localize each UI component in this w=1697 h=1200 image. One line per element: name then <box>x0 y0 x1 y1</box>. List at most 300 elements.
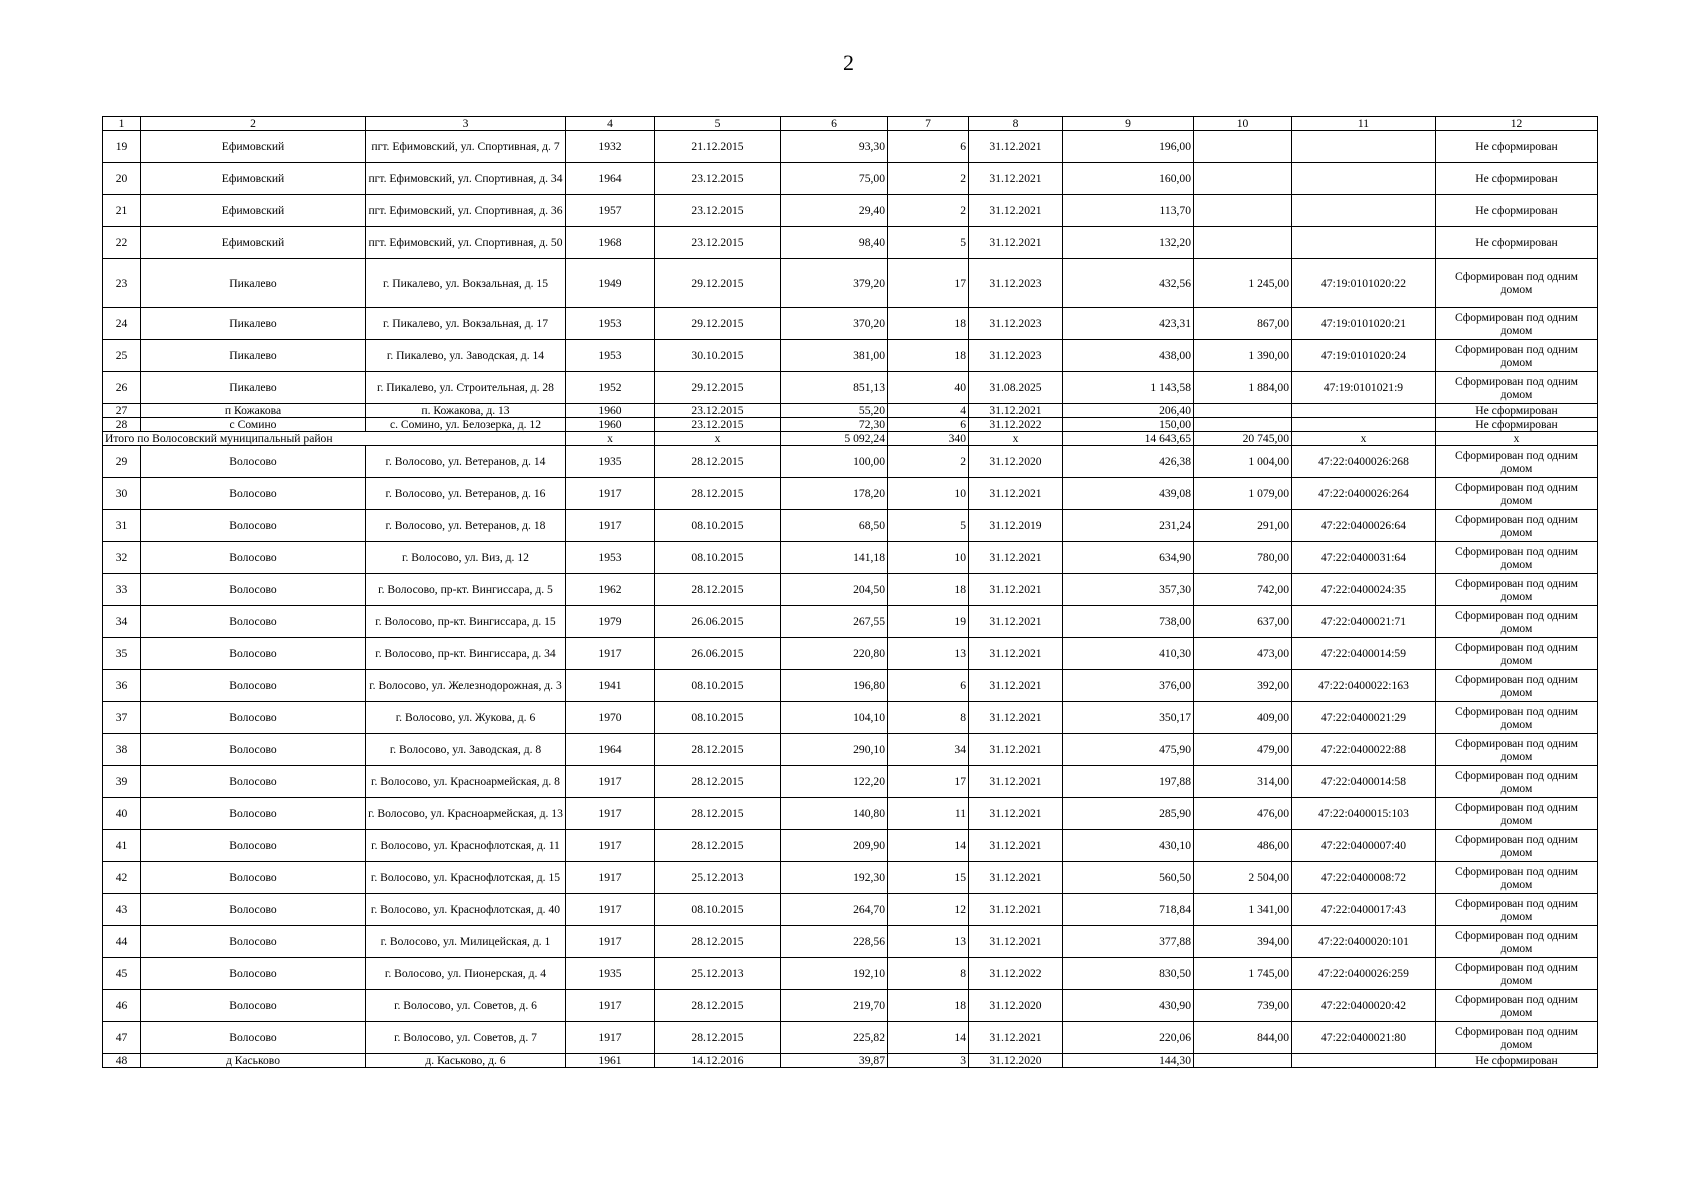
table-cell: 25.12.2013 <box>655 958 781 990</box>
table-cell: 19 <box>103 131 141 163</box>
table-cell: г. Волосово, ул. Краснофлотская, д. 15 <box>366 862 566 894</box>
table-cell: 1 143,58 <box>1063 372 1194 404</box>
table-cell: 379,20 <box>781 259 888 308</box>
total-cell: x <box>655 432 781 446</box>
table-cell: 637,00 <box>1194 606 1292 638</box>
table-cell: г. Волосово, ул. Красноармейская, д. 13 <box>366 798 566 830</box>
table-cell: 220,80 <box>781 638 888 670</box>
table-cell: 350,17 <box>1063 702 1194 734</box>
table-cell: Пикалево <box>141 340 366 372</box>
table-cell: 98,40 <box>781 227 888 259</box>
table-cell: 29.12.2015 <box>655 372 781 404</box>
table-cell: г. Волосово, пр-кт. Вингиссара, д. 15 <box>366 606 566 638</box>
table-cell: 392,00 <box>1194 670 1292 702</box>
table-cell: 780,00 <box>1194 542 1292 574</box>
table-cell: 28.12.2015 <box>655 798 781 830</box>
table-cell: 10 <box>888 542 969 574</box>
table-cell: 68,50 <box>781 510 888 542</box>
table-cell: г. Пикалево, ул. Вокзальная, д. 17 <box>366 308 566 340</box>
table-cell: 742,00 <box>1194 574 1292 606</box>
table-cell: 26.06.2015 <box>655 606 781 638</box>
table-cell: 1 745,00 <box>1194 958 1292 990</box>
table-cell: 28 <box>103 418 141 432</box>
table-cell: 47:22:0400007:40 <box>1292 830 1436 862</box>
table-cell: 438,00 <box>1063 340 1194 372</box>
table-cell: г. Волосово, ул. Железнодорожная, д. 3 <box>366 670 566 702</box>
table-cell: Сформирован под одним домом <box>1436 542 1598 574</box>
table-cell: 1917 <box>566 798 655 830</box>
table-cell: 29.12.2015 <box>655 308 781 340</box>
table-cell: Сформирован под одним домом <box>1436 830 1598 862</box>
table-cell <box>1194 163 1292 195</box>
table-cell: 18 <box>888 340 969 372</box>
table-cell: Сформирован под одним домом <box>1436 990 1598 1022</box>
table-cell: 31.12.2023 <box>969 308 1063 340</box>
table-cell: г. Волосово, ул. Советов, д. 7 <box>366 1022 566 1054</box>
table-row <box>103 1054 1598 1068</box>
table-cell: 32 <box>103 542 141 574</box>
table-cell: Ефимовский <box>141 195 366 227</box>
table-cell: 33 <box>103 574 141 606</box>
table-cell: г. Пикалево, ул. Заводская, д. 14 <box>366 340 566 372</box>
table-cell: 206,40 <box>1063 404 1194 418</box>
table-cell: 4 <box>888 404 969 418</box>
table-cell: 31.12.2022 <box>969 958 1063 990</box>
table-cell: 14 <box>888 830 969 862</box>
table-cell: 29,40 <box>781 195 888 227</box>
table-cell: 1961 <box>566 1054 655 1068</box>
table-cell: 357,30 <box>1063 574 1194 606</box>
table-cell: г. Волосово, ул. Советов, д. 6 <box>366 990 566 1022</box>
table-cell: 47:22:0400026:268 <box>1292 446 1436 478</box>
table-cell: 23.12.2015 <box>655 163 781 195</box>
table-cell: 28.12.2015 <box>655 574 781 606</box>
table-cell: 220,06 <box>1063 1022 1194 1054</box>
table-cell: пгт. Ефимовский, ул. Спортивная, д. 36 <box>366 195 566 227</box>
table-cell: 18 <box>888 308 969 340</box>
table-cell: 178,20 <box>781 478 888 510</box>
table-row <box>103 574 1598 606</box>
table-cell: Сформирован под одним домом <box>1436 958 1598 990</box>
table-cell: 31.12.2020 <box>969 990 1063 1022</box>
table-cell: 430,90 <box>1063 990 1194 1022</box>
table-cell: 47 <box>103 1022 141 1054</box>
table-cell: Волосово <box>141 1022 366 1054</box>
table-cell: 23 <box>103 259 141 308</box>
table-cell <box>1194 1054 1292 1068</box>
table-cell: 31.12.2021 <box>969 1022 1063 1054</box>
table-cell: 31.12.2023 <box>969 340 1063 372</box>
table-cell: Сформирован под одним домом <box>1436 734 1598 766</box>
table-cell: 35 <box>103 638 141 670</box>
column-number-cell: 1 <box>103 117 141 131</box>
table-cell: Не сформирован <box>1436 418 1598 432</box>
table-cell: 219,70 <box>781 990 888 1022</box>
table-row <box>103 990 1598 1022</box>
table-cell: 12 <box>888 894 969 926</box>
table-cell: пгт. Ефимовский, ул. Спортивная, д. 50 <box>366 227 566 259</box>
table-cell: г. Волосово, ул. Жукова, д. 6 <box>366 702 566 734</box>
table-cell: 15 <box>888 862 969 894</box>
table-cell <box>1292 227 1436 259</box>
table-cell: 28.12.2015 <box>655 766 781 798</box>
total-cell: x <box>1292 432 1436 446</box>
column-number-cell: 6 <box>781 117 888 131</box>
table-cell: 1960 <box>566 418 655 432</box>
table-cell: 830,50 <box>1063 958 1194 990</box>
table-cell: 23.12.2015 <box>655 227 781 259</box>
table-cell: Сформирован под одним домом <box>1436 638 1598 670</box>
table-cell: 08.10.2015 <box>655 510 781 542</box>
table-cell: 204,50 <box>781 574 888 606</box>
table-cell: 17 <box>888 766 969 798</box>
table-cell: Ефимовский <box>141 227 366 259</box>
table-cell: 5 <box>888 510 969 542</box>
table-row <box>103 340 1598 372</box>
table-cell: 13 <box>888 926 969 958</box>
table-cell: 47:22:0400008:72 <box>1292 862 1436 894</box>
table-cell: 3 <box>888 1054 969 1068</box>
table-cell: г. Пикалево, ул. Строительная, д. 28 <box>366 372 566 404</box>
table-cell: 43 <box>103 894 141 926</box>
table-cell: 851,13 <box>781 372 888 404</box>
total-cell: 5 092,24 <box>781 432 888 446</box>
table-cell <box>1292 418 1436 432</box>
table-cell: Сформирован под одним домом <box>1436 766 1598 798</box>
table-cell: 1 245,00 <box>1194 259 1292 308</box>
table-cell: 479,00 <box>1194 734 1292 766</box>
table-cell: 31.12.2021 <box>969 163 1063 195</box>
table-cell: 314,00 <box>1194 766 1292 798</box>
table-cell: 31.12.2021 <box>969 734 1063 766</box>
table-cell: 26.06.2015 <box>655 638 781 670</box>
table-cell: 25 <box>103 340 141 372</box>
table-cell: 1964 <box>566 734 655 766</box>
table-cell: 2 504,00 <box>1194 862 1292 894</box>
table-cell: пгт. Ефимовский, ул. Спортивная, д. 7 <box>366 131 566 163</box>
table-cell: 31.12.2021 <box>969 638 1063 670</box>
table-cell: 39 <box>103 766 141 798</box>
table-cell: п Кожакова <box>141 404 366 418</box>
column-number-cell: 11 <box>1292 117 1436 131</box>
table-cell: 47:19:0101020:22 <box>1292 259 1436 308</box>
table-cell: г. Волосово, ул. Краснофлотская, д. 11 <box>366 830 566 862</box>
table-cell: 31.12.2021 <box>969 478 1063 510</box>
table-cell: 1953 <box>566 340 655 372</box>
table-cell: г. Волосово, ул. Ветеранов, д. 14 <box>366 446 566 478</box>
table-cell: Сформирован под одним домом <box>1436 308 1598 340</box>
table-cell: 10 <box>888 478 969 510</box>
table-cell: 08.10.2015 <box>655 894 781 926</box>
table-cell: д. Каськово, д. 6 <box>366 1054 566 1068</box>
table-cell: Волосово <box>141 798 366 830</box>
table-cell: 23.12.2015 <box>655 418 781 432</box>
table-cell: 14 <box>888 1022 969 1054</box>
table-cell: Сформирован под одним домом <box>1436 259 1598 308</box>
table-cell: 144,30 <box>1063 1054 1194 1068</box>
table-cell: 31 <box>103 510 141 542</box>
table-cell: Не сформирован <box>1436 195 1598 227</box>
table-cell: 1932 <box>566 131 655 163</box>
table-cell: Волосово <box>141 894 366 926</box>
table-cell: 20 <box>103 163 141 195</box>
table-cell: Волосово <box>141 926 366 958</box>
table-cell: Волосово <box>141 670 366 702</box>
column-number-cell: 7 <box>888 117 969 131</box>
table-cell: 28.12.2015 <box>655 1022 781 1054</box>
table-row <box>103 308 1598 340</box>
table-cell: 192,30 <box>781 862 888 894</box>
total-cell: 20 745,00 <box>1194 432 1292 446</box>
total-cell: x <box>969 432 1063 446</box>
table-cell: 140,80 <box>781 798 888 830</box>
table-cell: Сформирован под одним домом <box>1436 1022 1598 1054</box>
table-cell: 486,00 <box>1194 830 1292 862</box>
table-cell: Волосово <box>141 446 366 478</box>
table-cell: 476,00 <box>1194 798 1292 830</box>
table-row <box>103 894 1598 926</box>
table-cell: 718,84 <box>1063 894 1194 926</box>
table-cell: 196,00 <box>1063 131 1194 163</box>
table-cell: 19 <box>888 606 969 638</box>
table-cell: г. Волосово, ул. Заводская, д. 8 <box>366 734 566 766</box>
table-cell: 31.12.2019 <box>969 510 1063 542</box>
table-cell: Сформирован под одним домом <box>1436 606 1598 638</box>
total-cell: x <box>566 432 655 446</box>
table-cell: 439,08 <box>1063 478 1194 510</box>
table-row <box>103 542 1598 574</box>
table-cell: с. Сомино, ул. Белозерка, д. 12 <box>366 418 566 432</box>
table-cell: 8 <box>888 702 969 734</box>
table-cell: Пикалево <box>141 259 366 308</box>
table-cell: 2 <box>888 446 969 478</box>
column-number-cell: 2 <box>141 117 366 131</box>
table-cell: 26 <box>103 372 141 404</box>
table-cell: 738,00 <box>1063 606 1194 638</box>
table-cell: Волосово <box>141 542 366 574</box>
table-row <box>103 259 1598 308</box>
column-number-cell: 12 <box>1436 117 1598 131</box>
table-cell: 432,56 <box>1063 259 1194 308</box>
table-row <box>103 862 1598 894</box>
table-cell: Сформирован под одним домом <box>1436 894 1598 926</box>
column-number-cell: 4 <box>566 117 655 131</box>
table-cell: 18 <box>888 574 969 606</box>
table-row <box>103 478 1598 510</box>
table-cell: 47:22:0400021:80 <box>1292 1022 1436 1054</box>
table-cell: 31.12.2021 <box>969 195 1063 227</box>
table-cell: 28.12.2015 <box>655 926 781 958</box>
column-number-cell: 10 <box>1194 117 1292 131</box>
table-cell: 93,30 <box>781 131 888 163</box>
table-cell: Не сформирован <box>1436 227 1598 259</box>
table-cell: 48 <box>103 1054 141 1068</box>
table-cell: 40 <box>888 372 969 404</box>
table-cell: 47:22:0400014:58 <box>1292 766 1436 798</box>
table-cell: Волосово <box>141 574 366 606</box>
table-cell: 75,00 <box>781 163 888 195</box>
table-cell: 47:19:0101021:9 <box>1292 372 1436 404</box>
table-cell: 31.12.2021 <box>969 404 1063 418</box>
table-cell: 31.12.2021 <box>969 131 1063 163</box>
table-cell: 27 <box>103 404 141 418</box>
table-row <box>103 670 1598 702</box>
table-cell: Не сформирован <box>1436 131 1598 163</box>
table-cell: 285,90 <box>1063 798 1194 830</box>
table-cell: 113,70 <box>1063 195 1194 227</box>
table-cell: Волосово <box>141 702 366 734</box>
total-cell: 340 <box>888 432 969 446</box>
table-cell <box>1194 131 1292 163</box>
table-cell: Волосово <box>141 510 366 542</box>
table-row <box>103 372 1598 404</box>
table-cell: 1917 <box>566 478 655 510</box>
table-cell: 1917 <box>566 1022 655 1054</box>
table-cell <box>1292 195 1436 227</box>
table-cell: 1949 <box>566 259 655 308</box>
table-cell: Не сформирован <box>1436 1054 1598 1068</box>
table-cell: 290,10 <box>781 734 888 766</box>
table-cell: 47:22:0400020:42 <box>1292 990 1436 1022</box>
table-cell: Волосово <box>141 478 366 510</box>
table-cell: 13 <box>888 638 969 670</box>
table-cell: Волосово <box>141 830 366 862</box>
table-cell: 1935 <box>566 958 655 990</box>
table-cell: Ефимовский <box>141 131 366 163</box>
table-cell <box>1292 163 1436 195</box>
table-cell: г. Волосово, ул. Милицейская, д. 1 <box>366 926 566 958</box>
table-cell: 41 <box>103 830 141 862</box>
table-cell: 55,20 <box>781 404 888 418</box>
table-cell: 47:22:0400024:35 <box>1292 574 1436 606</box>
table-cell: 1960 <box>566 404 655 418</box>
page-number: 2 <box>843 50 854 75</box>
table-cell: Волосово <box>141 766 366 798</box>
table-cell: 42 <box>103 862 141 894</box>
table-cell: 291,00 <box>1194 510 1292 542</box>
table-cell: 1962 <box>566 574 655 606</box>
table-cell <box>1194 227 1292 259</box>
table-cell <box>1292 404 1436 418</box>
table-cell: г. Волосово, ул. Виз, д. 12 <box>366 542 566 574</box>
table-cell: Волосово <box>141 958 366 990</box>
table-row <box>103 446 1598 478</box>
table-cell: 209,90 <box>781 830 888 862</box>
table-cell: 394,00 <box>1194 926 1292 958</box>
table-cell: 31.12.2021 <box>969 926 1063 958</box>
table-cell: п. Кожакова, д. 13 <box>366 404 566 418</box>
table-cell: Сформирован под одним домом <box>1436 372 1598 404</box>
table-cell: Не сформирован <box>1436 404 1598 418</box>
table-cell: 634,90 <box>1063 542 1194 574</box>
table-cell: 23.12.2015 <box>655 195 781 227</box>
table-cell: 18 <box>888 990 969 1022</box>
table-cell: 2 <box>888 195 969 227</box>
table-cell: 1917 <box>566 862 655 894</box>
table-cell: 14.12.2016 <box>655 1054 781 1068</box>
table-cell: 377,88 <box>1063 926 1194 958</box>
table-cell: 132,20 <box>1063 227 1194 259</box>
table-cell: 29.12.2015 <box>655 259 781 308</box>
total-cell: x <box>1436 432 1598 446</box>
table-cell: 1941 <box>566 670 655 702</box>
table-cell: 100,00 <box>781 446 888 478</box>
table-cell: 30.10.2015 <box>655 340 781 372</box>
table-cell: 141,18 <box>781 542 888 574</box>
table-cell: д Каськово <box>141 1054 366 1068</box>
table-row <box>103 227 1598 259</box>
table-cell: 30 <box>103 478 141 510</box>
column-number-row <box>103 117 1598 131</box>
table-cell: 8 <box>888 958 969 990</box>
table-cell: Пикалево <box>141 308 366 340</box>
table-cell: 560,50 <box>1063 862 1194 894</box>
table-cell: 37 <box>103 702 141 734</box>
table-cell: 423,31 <box>1063 308 1194 340</box>
table-cell: 23.12.2015 <box>655 404 781 418</box>
table-cell: г. Волосово, пр-кт. Вингиссара, д. 34 <box>366 638 566 670</box>
table-cell: 28.12.2015 <box>655 830 781 862</box>
table-cell: 1968 <box>566 227 655 259</box>
table-cell: г. Пикалево, ул. Вокзальная, д. 15 <box>366 259 566 308</box>
table-cell: 1917 <box>566 830 655 862</box>
table-cell: 1917 <box>566 990 655 1022</box>
table-cell: с Сомино <box>141 418 366 432</box>
table-cell: Сформирован под одним домом <box>1436 926 1598 958</box>
table-cell: 6 <box>888 418 969 432</box>
table-cell: 08.10.2015 <box>655 542 781 574</box>
table-row <box>103 958 1598 990</box>
table-cell <box>1292 131 1436 163</box>
table-cell: 17 <box>888 259 969 308</box>
table-cell: 122,20 <box>781 766 888 798</box>
table-cell: 40 <box>103 798 141 830</box>
table-row <box>103 404 1598 418</box>
column-number-cell: 8 <box>969 117 1063 131</box>
table-cell: 31.12.2021 <box>969 862 1063 894</box>
table-cell: 08.10.2015 <box>655 702 781 734</box>
table-cell: 430,10 <box>1063 830 1194 862</box>
column-number-cell: 9 <box>1063 117 1194 131</box>
table-row <box>103 734 1598 766</box>
table-cell: 1917 <box>566 638 655 670</box>
table-cell: 28.12.2015 <box>655 734 781 766</box>
table-cell: 38 <box>103 734 141 766</box>
table-cell: 47:22:0400014:59 <box>1292 638 1436 670</box>
table-cell: 1952 <box>566 372 655 404</box>
table-cell: г. Волосово, ул. Краснофлотская, д. 40 <box>366 894 566 926</box>
table-cell: 739,00 <box>1194 990 1292 1022</box>
district-total-row <box>103 432 1598 446</box>
table-cell: 264,70 <box>781 894 888 926</box>
table-cell: 31.12.2021 <box>969 894 1063 926</box>
table-cell: 34 <box>888 734 969 766</box>
table-row <box>103 606 1598 638</box>
table-cell: 36 <box>103 670 141 702</box>
table-body <box>103 117 1598 1068</box>
table-cell: 2 <box>888 163 969 195</box>
table-cell: 21.12.2015 <box>655 131 781 163</box>
table-cell: 376,00 <box>1063 670 1194 702</box>
table-cell: 197,88 <box>1063 766 1194 798</box>
table-cell: Сформирован под одним домом <box>1436 478 1598 510</box>
table-cell: 31.12.2021 <box>969 798 1063 830</box>
table-cell: 1970 <box>566 702 655 734</box>
table-cell <box>1292 1054 1436 1068</box>
table-cell: 1979 <box>566 606 655 638</box>
table-cell: г. Волосово, пр-кт. Вингиссара, д. 5 <box>366 574 566 606</box>
table-cell: 47:19:0101020:21 <box>1292 308 1436 340</box>
